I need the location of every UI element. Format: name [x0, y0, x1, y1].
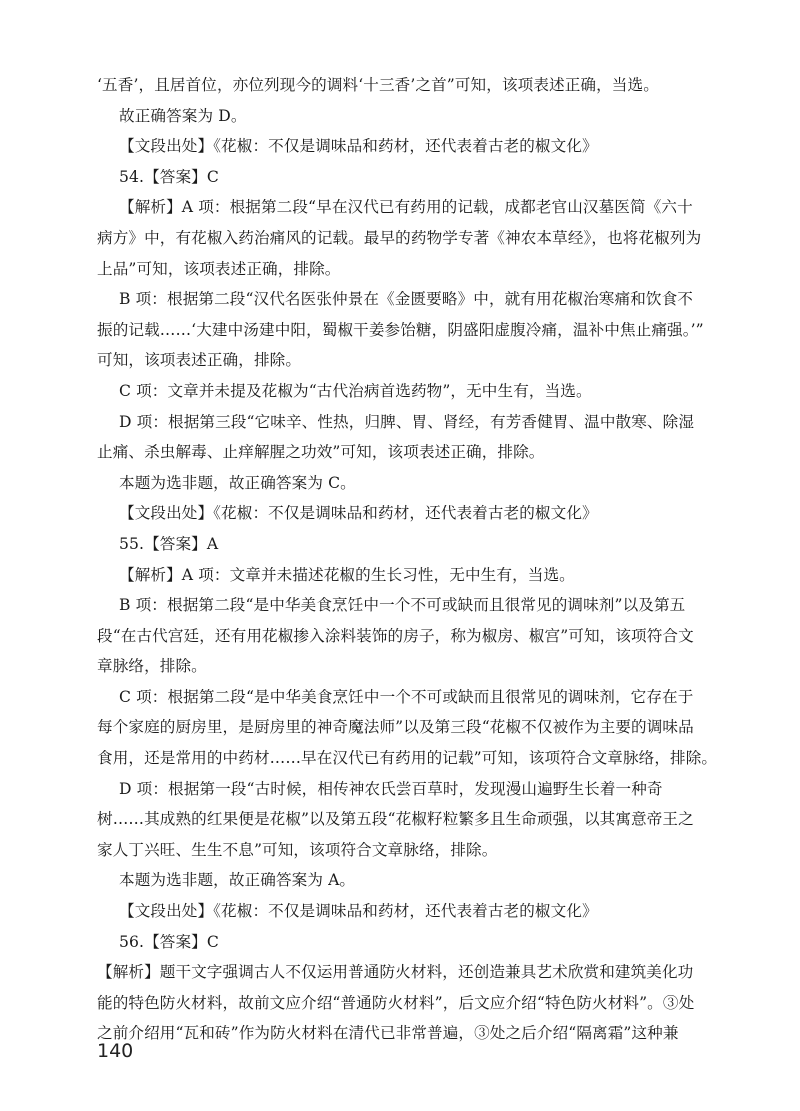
text-line: 每个家庭的厨房里，是厨房里的神奇魔法师”以及第三段“花椒不仅被作为主要的调味品	[97, 718, 694, 737]
text-line: 段“在古代宫廷，还有用花椒掺入涂料装饰的房子，称为椒房、椒宫”可知，该项符合文	[97, 626, 694, 645]
analysis-line: 【解析】A 项：文章并未描述花椒的生长习性，无中生有，当选。	[119, 565, 575, 584]
text-line: 能的特色防火材料，故前文应介绍“普通防火材料”，后文应介绍“特色防火材料”。③处	[97, 993, 695, 1012]
text-line: B 项：根据第二段“汉代名医张仲景在《金匮要略》中，就有用花椒治寒痛和饮食不	[119, 290, 693, 309]
answer-heading: 55.【答案】A	[119, 534, 219, 553]
source-line: 【文段出处】《花椒：不仅是调味品和药材，还代表着古老的椒文化》	[119, 137, 598, 156]
text-line: C 项：根据第二段“是中华美食烹饪中一个不可或缺而且很常见的调味剂，它存在于	[119, 687, 694, 706]
analysis-line: 【解析】A 项：根据第二段“早在汉代已有药用的记载，成都老官山汉墓医简《六十	[119, 198, 693, 217]
text-line: 食用，还是常用的中药材……早在汉代已有药用的记载”可知，该项符合文章脉络，排除。	[97, 749, 718, 768]
text-line: B 项：根据第二段“是中华美食烹饪中一个不可或缺而且很常见的调味剂”以及第五	[119, 596, 686, 615]
text-line: 家人丁兴旺、生生不息”可知，该项符合文章脉络，排除。	[97, 840, 498, 859]
text-line: 可知，该项表述正确，排除。	[97, 351, 302, 370]
answer-heading: 56.【答案】C	[119, 932, 219, 951]
text-line: C 项：文章并未提及花椒为“古代治病首选药物”，无中生有，当选。	[119, 381, 592, 400]
text-line: 本题为选非题，故正确答案为 C。	[119, 473, 356, 492]
text-line: 上品”可知，该项表述正确，排除。	[97, 259, 341, 278]
source-line: 【文段出处】《花椒：不仅是调味品和药材，还代表着古老的椒文化》	[119, 902, 598, 921]
text-line: ‘五香’，且居首位，亦位列现今的调料‘十三香’之首”可知，该项表述正确，当选。	[97, 76, 659, 94]
analysis-line: 【解析】题干文字强调古人不仅运用普通防火材料，还创造兼具艺术欣赏和建筑美化功	[97, 963, 694, 982]
text-line: 病方》中，有花椒入药治痛风的记载。最早的药物学专著《神农本草经》，也将花椒列为	[97, 228, 702, 247]
page-number: 140	[97, 1040, 134, 1062]
answer-heading: 54.【答案】C	[119, 167, 219, 186]
text-line: 章脉络，排除。	[97, 657, 207, 676]
text-line: 故正确答案为 D。	[119, 106, 247, 125]
text-line: 本题为选非题，故正确答案为 A。	[119, 871, 356, 890]
text-body	[97, 70, 725, 1049]
text-line: 之前介绍用“瓦和砖”作为防火材料在清代已非常普遍，③处之后介绍“隔离霜”这种兼	[97, 1024, 679, 1043]
text-line: D 项：根据第一段“古时候，相传神农氏尝百草时，发现漫山遍野生长着一种奇	[119, 779, 663, 798]
text-line: D 项：根据第三段“它味辛、性热，归脾、胃、肾经，有芳香健胃、温中散寒、除湿	[119, 412, 695, 431]
text-line: 振的记载……‘大建中汤建中阳，蜀椒干姜参饴糖，阴盛阳虚腹冷痛，温补中焦止痛强。’”	[97, 320, 704, 339]
text-line: 树……其成熟的红果便是花椒”以及第五段“花椒籽粒繁多且生命顽强，以其寓意帝王之	[97, 810, 694, 829]
text-line: 止痛、杀虫解毒、止痒解腥之功效”可知，该项表述正确，排除。	[97, 443, 545, 462]
source-line: 【文段出处】《花椒：不仅是调味品和药材，还代表着古老的椒文化》	[119, 504, 598, 523]
